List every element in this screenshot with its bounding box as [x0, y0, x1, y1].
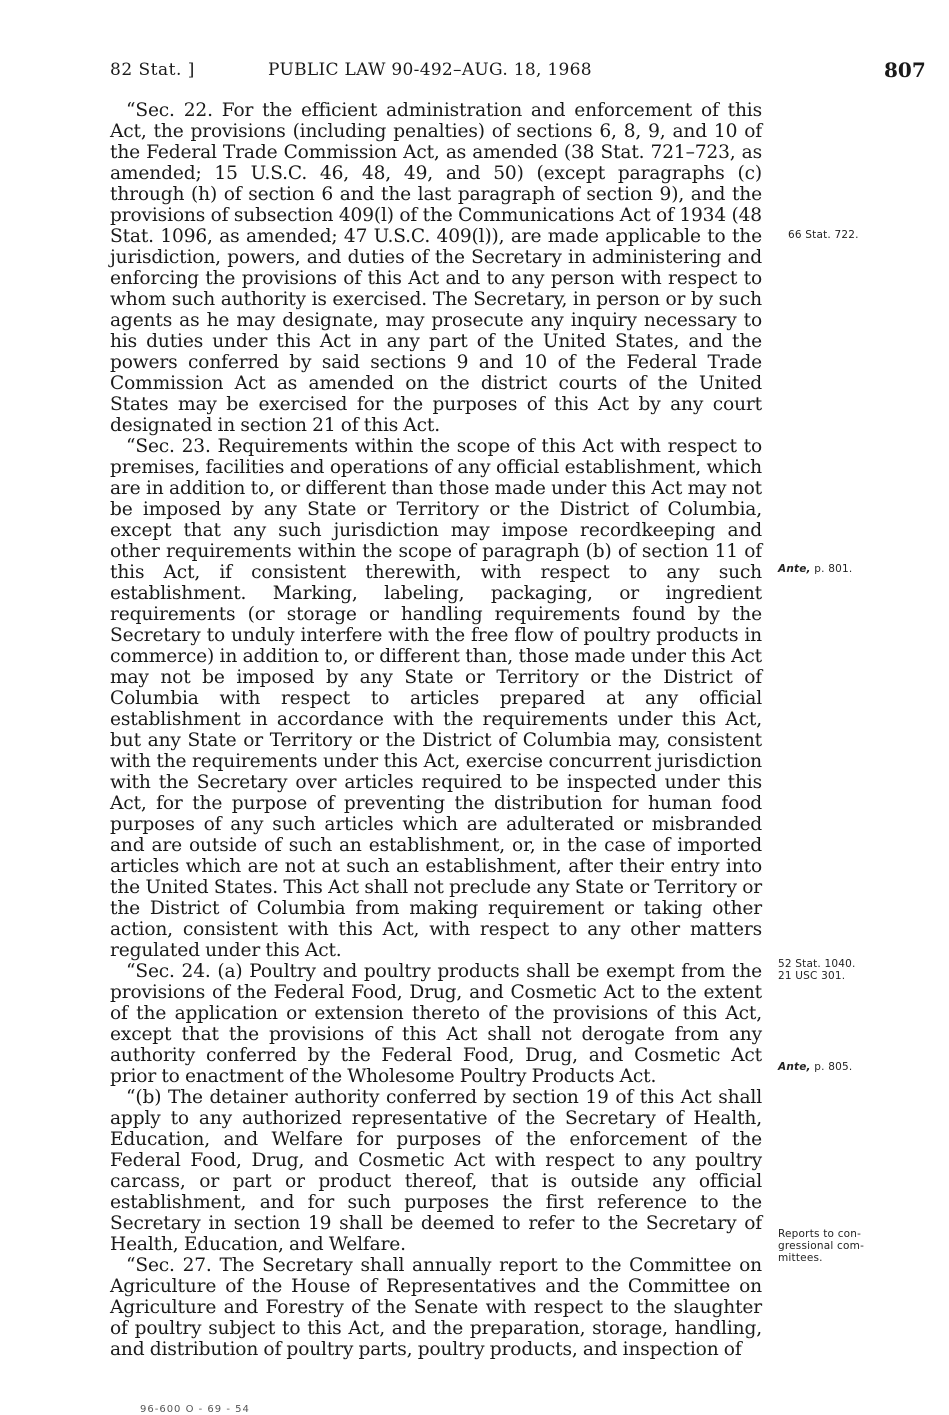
margin-note-ante: Ante,: [778, 563, 811, 575]
margin-note-ante-801: [778, 563, 852, 575]
page-number: 807: [884, 58, 926, 82]
margin-note-text: 66 Stat. 722.: [788, 229, 859, 241]
margin-note-page: p. 805.: [814, 1061, 853, 1073]
margin-note-line: Reports to con-: [778, 1228, 862, 1240]
margin-note-66-stat-722: [788, 229, 859, 241]
paragraph-sec-24a: “Sec. 24. (a) Poultry and poultry products shall be exempt from the provisions of the Federal Food, Drug, and Cosmetic Act to the extent of the application or extension thereto of the provisions of this Act, except that the provisions of this Act shall not derogate from any authority conferred by the Federal Food, Drug, and Cosmetic Act prior to enactment of the Wholesome Poultry Products Act.: [110, 961, 762, 1087]
paragraph-sec-24b: “(b) The detainer authority conferred by section 19 of this Act shall apply to any authorized representative of the Secretary of Health, Education, and Welfare for purposes of the enforcement of the Federal Food, Drug, and Cosmetic Act with respect to any poultry carcass, or part or product thereof, that is outside any official establishment, and for such purposes the first reference to the Secretary in section 19 shall be deemed to refer to the Secretary of Health, Education, and Welfare.: [110, 1087, 762, 1255]
margin-note-page: p. 801.: [814, 563, 853, 575]
margin-note-line: gressional com-: [778, 1240, 865, 1252]
header-statute-volume: 82 Stat. ]: [110, 60, 195, 80]
margin-note-line: 21 USC 301.: [778, 970, 846, 982]
paragraph-sec-22: “Sec. 22. For the efficient administration and enforcement of this Act, the provisions (including penalties) of sections 6, 8, 9, and 10 of the Federal Trade Commission Act, as amended (38 Stat. 721–723, as amended; 15 U.S.C. 46, 48, 49, and 50) (except paragraphs (c) through (h) of section 6 and the last paragraph of section 9), and the provisions of subsection 409(l) of the Communications Act of 1934 (48 Stat. 1096, as amended; 47 U.S.C. 409(l)), are made applicable to the jurisdiction, powers, and duties of the Secretary in administering and enforcing the provisions of this Act and to any person with respect to whom such authority is exercised. The Secretary, in person or by such agents as he may designate, may prosecute any inquiry necessary to his duties under this Act in any part of the United States, and the powers conferred by said sections 9 and 10 of the Federal Trade Commission Act as amended on the district courts of the United States may be exercised for the purposes of this Act by any court designated in section 21 of this Act.: [110, 100, 762, 436]
paragraph-sec-23: “Sec. 23. Requirements within the scope of this Act with respect to premises, facilities and operations of any official establishment, which are in addition to, or different than those made under this Act may not be imposed by any State or Territory or the District of Columbia, except that any such jurisdiction may impose recordkeeping and other requirements within the scope of paragraph (b) of section 11 of this Act, if consistent therewith, with respect to any such establishment. Marking, labeling, packaging, or ingredient requirements (or storage or handling requirements found by the Secretary to unduly interfere with the free flow of poultry products in commerce) in addition to, or different than, those made under this Act may not be imposed by any State or Territory or the District of Columbia with respect to articles prepared at any official establishment in accordance with the requirements under this Act, but any State or Territory or the District of Columbia may, consistent with the requirements under this Act, exercise concurrent jurisdiction with the Secretary over articles required to be inspected under this Act, for the purpose of preventing the distribution for human food purposes of any such articles which are adulterated or misbranded and are outside of such an establishment, or, in the case of imported articles which are not at such an establishment, after their entry into the United States. This Act shall not preclude any State or Territory or the District of Columbia from making requirement or taking other action, consistent with this Act, with respect to any other matters regulated under this Act.: [110, 436, 762, 961]
header-title: PUBLIC LAW 90-492–AUG. 18, 1968: [268, 60, 592, 80]
paragraph-sec-27: “Sec. 27. The Secretary shall annually report to the Committee on Agriculture of the House of Representatives and the Committee on Agriculture and Forestry of the Senate with respect to the slaughter of poultry subject to this Act, and the preparation, storage, handling, and distribution of poultry parts, poultry products, and inspection of: [110, 1255, 762, 1360]
margin-note-ante: Ante,: [778, 1061, 811, 1073]
margin-note-line: 52 Stat. 1040.: [778, 958, 856, 970]
print-footer: 96-600 O - 69 - 54: [140, 1404, 250, 1415]
margin-note-reports-to-congress: [778, 1228, 864, 1264]
margin-note-line: mittees.: [778, 1252, 823, 1264]
body-text: [110, 100, 762, 1360]
margin-note-ante-805: [778, 1061, 852, 1073]
margin-note-52-stat-1040: [778, 958, 856, 982]
